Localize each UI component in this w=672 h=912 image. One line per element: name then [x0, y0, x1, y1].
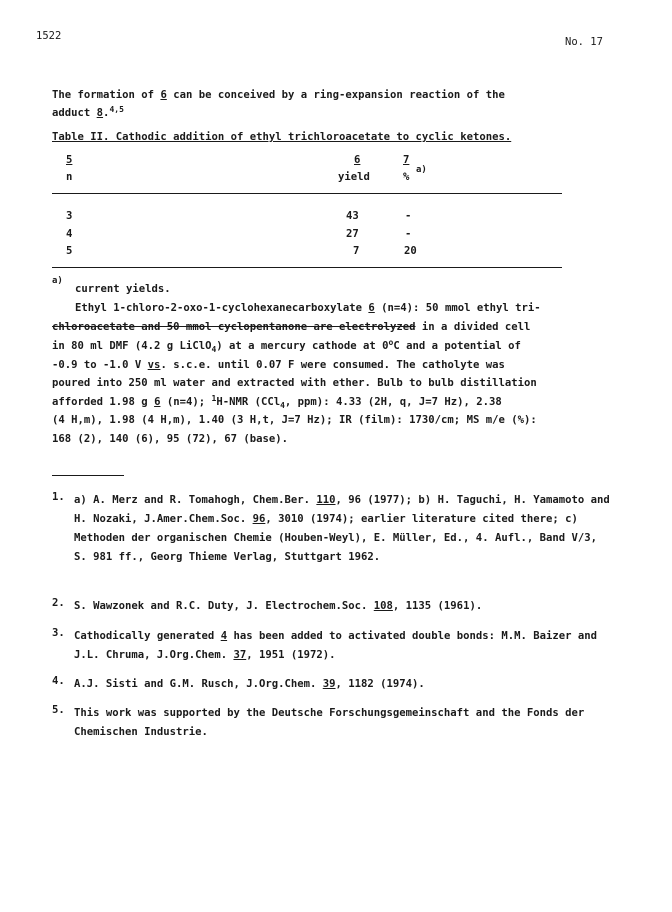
experimental-text: in 80 ml DMF (4.2 g LiClO	[52, 340, 212, 352]
vs-text: vs	[147, 359, 161, 371]
experimental-line	[52, 356, 505, 375]
experimental-text: ) at a mercury cathode at 0	[216, 340, 389, 352]
experimental-line	[75, 299, 541, 318]
superscript: 1	[211, 394, 217, 403]
page-number: 1522	[36, 30, 62, 42]
reference-text: S. Wawzonek and R.C. Duty, J. Electrochem.Soc.	[74, 600, 374, 612]
col-note-a: a)	[416, 165, 427, 175]
col-label-yield: yield	[338, 171, 370, 183]
volume: 110	[316, 494, 336, 506]
cell-yield-6: 7	[353, 245, 360, 257]
experimental-text: (n=4);	[160, 396, 212, 408]
reference-5	[52, 704, 612, 742]
intro-line-2	[52, 104, 124, 123]
reference-number: 2.	[52, 597, 65, 609]
col-compound-6: 6	[354, 154, 361, 166]
reference-text: , 1135 (1961).	[392, 600, 483, 612]
experimental-text: , ppm): 4.33 (2H, q, J=7 Hz), 2.38	[284, 396, 502, 408]
table-rule-top	[52, 193, 562, 194]
subscript: 4	[211, 345, 217, 354]
intro-text: adduct	[52, 107, 97, 119]
references-separator	[52, 475, 124, 476]
experimental-line	[52, 318, 530, 337]
cell-n: 3	[66, 210, 73, 222]
experimental-text: (n=4): 50 mmol ethyl tri-	[374, 302, 541, 314]
cell-n: 5	[66, 245, 73, 257]
volume: 37	[233, 649, 247, 661]
reference-1	[52, 491, 612, 567]
footnote-mark: a)	[52, 276, 63, 286]
experimental-line: 168 (2), 140 (6), 95 (72), 67 (base).	[52, 433, 288, 445]
reference-number: 1.	[52, 491, 65, 503]
cell-yield-7: -	[405, 228, 412, 240]
intro-text: can be conceived by a ring-expansion reaction of the	[166, 89, 505, 101]
experimental-line: poured into 250 ml water and extracted with ether. Bulb to bulb distillation	[52, 377, 537, 389]
cell-yield-7: 20	[404, 245, 417, 257]
experimental-text: in a divided cell	[415, 321, 531, 333]
experimental-line	[52, 337, 521, 356]
reference-text: , 1182 (1974).	[335, 678, 425, 690]
cell-yield-6: 27	[346, 228, 359, 240]
intro-text: .	[103, 107, 110, 119]
reference-3	[52, 627, 612, 665]
reference-text: A.J. Sisti and G.M. Rusch, J.Org.Chem.	[74, 678, 323, 690]
cell-n: 4	[66, 228, 73, 240]
intro-text: The formation of	[52, 89, 161, 101]
experimental-text: . s.c.e. until 0.07 F were consumed. The catholyte was	[160, 359, 505, 371]
volume: 96	[252, 513, 266, 525]
reference-text: This work was supported by the Deutsche Forschungsgemeinschaft and the Fonds der Chemischen Industrie.	[74, 707, 585, 738]
reference-4	[52, 675, 612, 694]
compound-ref: 8	[96, 107, 104, 119]
col-label-n: n	[66, 171, 73, 183]
experimental-text: H-NMR (CCl	[216, 396, 281, 408]
citation-superscript: 4,5	[109, 105, 124, 114]
cell-yield-7: -	[405, 210, 412, 222]
reference-2	[52, 597, 612, 616]
footnote-text: current yields.	[75, 283, 171, 295]
degree-superscript: o	[388, 338, 394, 347]
issue-number: No. 17	[565, 36, 603, 48]
subscript: 4	[280, 401, 285, 410]
experimental-text: -0.9 to -1.0 V	[52, 359, 148, 371]
experimental-text: C and a potential of	[393, 340, 521, 352]
reference-number: 4.	[52, 675, 65, 687]
reference-text: , 1951 (1972).	[246, 649, 336, 661]
struck-text: chloroacetate and 50 mmol cyclopentanone are electrolyzed	[52, 321, 416, 333]
volume: 108	[373, 600, 393, 612]
volume: 39	[322, 678, 336, 690]
compound-ref: 4	[220, 630, 228, 642]
compound-ref: 6	[154, 396, 161, 408]
compound-ref: 6	[368, 302, 375, 314]
experimental-line	[52, 393, 502, 412]
experimental-line: (4 H,m), 1.98 (4 H,m), 1.40 (3 H,t, J=7 Hz); IR (film): 1730/cm; MS m/e (%):	[52, 414, 537, 426]
table-caption: Table II. Cathodic addition of ethyl trichloroacetate to cyclic ketones.	[52, 131, 512, 143]
intro-line-1	[52, 86, 505, 105]
reference-text: has been added to activated double bonds: M.M. Baizer and J.L. Chruma, J.Org.Chem.	[74, 630, 598, 661]
reference-text: , 96 (1977); b) H. Taguchi, H. Yamamoto and H. Nozaki, J.Amer.Chem.Soc.	[74, 494, 610, 525]
col-compound-5: 5	[66, 154, 73, 166]
experimental-text: Ethyl 1-chloro-2-oxo-1-cyclohexanecarboxylate	[75, 302, 369, 314]
reference-text: a) A. Merz and R. Tomahogh, Chem.Ber.	[74, 494, 317, 506]
reference-number: 5.	[52, 704, 65, 716]
reference-number: 3.	[52, 627, 65, 639]
reference-text: Cathodically generated	[74, 630, 221, 642]
col-label-percent: %	[403, 171, 410, 183]
experimental-text: afforded 1.98 g	[52, 396, 155, 408]
cell-yield-6: 43	[346, 210, 359, 222]
col-compound-7: 7	[403, 154, 410, 166]
compound-ref: 6	[160, 89, 167, 101]
reference-text: , 3010 (1974); earlier literature cited there; c) Methoden der organischen Chemie (Houben-Weyl), E. Müller, Ed., 4. Aufl., Band V/3, S. 981 ff., Georg Thieme Verlag, Stuttgart 1962.	[74, 513, 597, 563]
table-rule-bottom	[52, 267, 562, 268]
